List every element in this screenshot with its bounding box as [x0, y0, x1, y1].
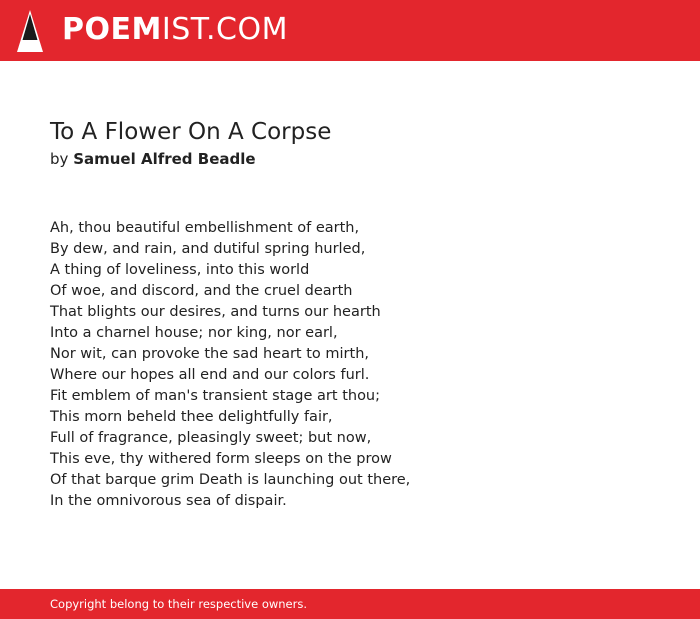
logo-bold-text: POEM — [62, 12, 162, 47]
poem-line: Nor wit, can provoke the sad heart to mirth, — [50, 346, 369, 362]
poem-line: Of woe, and discord, and the cruel dearth — [50, 283, 353, 299]
byline-prefix: by — [50, 150, 69, 168]
poem-line: Fit emblem of man's transient stage art thou; — [50, 388, 381, 404]
poem-line: Of that barque grim Death is launching out there, — [50, 472, 411, 488]
poem-line: This morn beheld thee delightfully fair, — [50, 409, 333, 425]
poem-title: To A Flower On A Corpse — [50, 119, 332, 145]
pencil-logo-icon[interactable] — [17, 10, 43, 52]
poem-author: Samuel Alfred Beadle — [73, 150, 256, 168]
poem-line: Ah, thou beautiful embellishment of earth, — [50, 220, 360, 236]
poem-body — [50, 218, 410, 512]
poem-line: By dew, and rain, and dutiful spring hurled, — [50, 241, 366, 257]
poem-byline — [50, 148, 256, 170]
logo-light-text: IST.COM — [161, 12, 288, 47]
poem-line: A thing of loveliness, into this world — [50, 262, 310, 278]
poem-line: That blights our desires, and turns our hearth — [50, 304, 381, 320]
poem-line: In the omnivorous sea of dispair. — [50, 493, 287, 509]
poem-line: Full of fragrance, pleasingly sweet; but now, — [50, 430, 372, 446]
site-logo[interactable] — [62, 11, 288, 49]
poem-line: Into a charnel house; nor king, nor earl, — [50, 325, 338, 341]
copyright-notice: Copyright belong to their respective owners. — [50, 597, 308, 611]
site-header — [0, 0, 700, 61]
poem-line: This eve, thy withered form sleeps on the prow — [50, 451, 392, 467]
site-footer — [0, 589, 700, 619]
poem-line: Where our hopes all end and our colors furl. — [50, 367, 370, 383]
